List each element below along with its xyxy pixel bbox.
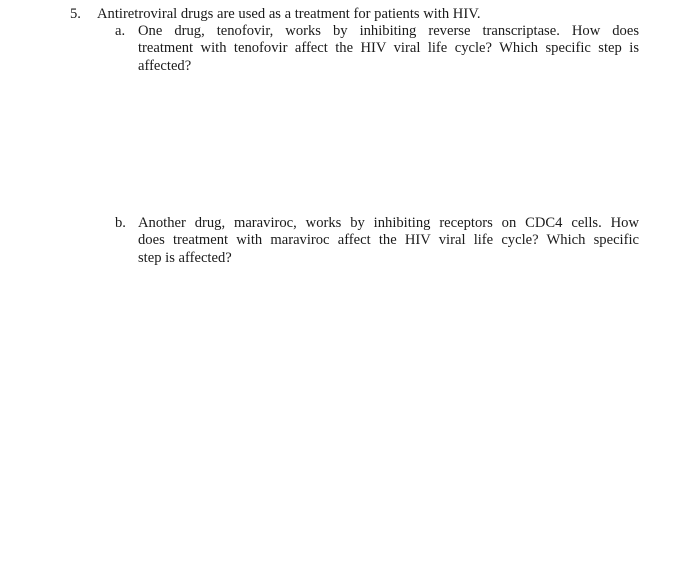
part-b-letter: b. (115, 215, 126, 231)
part-a-text (138, 23, 639, 75)
part-a-line: affected? (138, 57, 192, 74)
question-number: 5. (70, 6, 81, 22)
part-b-text (138, 215, 639, 267)
part-b-line: does treatment with maraviroc affect the HIV viral life cycle? Which specific (138, 232, 639, 249)
part-a-letter: a. (115, 23, 126, 39)
part-b-line: Another drug, maraviroc, works by inhibiting receptors on CDC4 cells. How (138, 215, 639, 231)
part-b-line: step is affected? (138, 249, 232, 266)
question-5 (70, 6, 650, 23)
part-b (115, 215, 639, 267)
part-a (115, 23, 639, 75)
question-header (70, 6, 650, 23)
question-stem: Antiretroviral drugs are used as a treatment for patients with HIV. (97, 6, 481, 22)
part-a-line: One drug, tenofovir, works by inhibiting reverse transcriptase. How does (138, 23, 639, 39)
part-a-line: treatment with tenofovir affect the HIV viral life cycle? Which specific step is (138, 40, 639, 57)
